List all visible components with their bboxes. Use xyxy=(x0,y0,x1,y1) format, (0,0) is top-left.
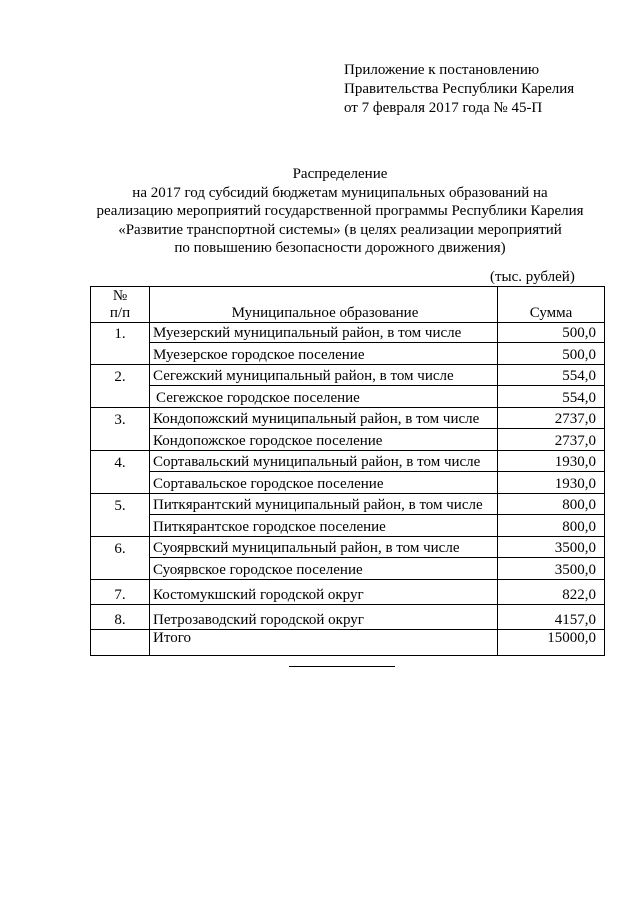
approval-line-3: от 7 февраля 2017 года № 45-П xyxy=(344,100,543,116)
row-num xyxy=(91,386,150,408)
table-row xyxy=(91,580,605,605)
title-line-5: по повышению безопасности дорожного движения) xyxy=(174,240,506,257)
row-sum: 554,0 xyxy=(498,386,605,408)
row-name: Питкярантское городское поселение xyxy=(150,515,498,537)
title-line-1: Распределение xyxy=(292,166,388,182)
row-num: 1. xyxy=(91,323,150,343)
row-name: Кондопожское городское поселение xyxy=(150,429,498,451)
table-row xyxy=(91,494,605,515)
header-num-line-1: № xyxy=(112,288,128,304)
row-sum: 4157,0 xyxy=(498,605,605,630)
row-sum: 800,0 xyxy=(498,515,605,537)
table-total-row xyxy=(91,630,605,656)
row-num xyxy=(91,429,150,451)
title-line-2: на 2017 год субсидий бюджетам муниципальных образований на xyxy=(132,184,548,201)
table-header-row xyxy=(91,287,605,323)
row-sum: 500,0 xyxy=(498,323,605,343)
row-sum: 1930,0 xyxy=(498,451,605,472)
table-row xyxy=(91,323,605,343)
table-row xyxy=(91,472,605,494)
approval-line-1: Приложение к постановлению xyxy=(344,62,540,78)
row-name: Итого xyxy=(150,630,498,656)
table-row xyxy=(91,537,605,558)
table-row xyxy=(91,386,605,408)
row-name: Сегежский муниципальный район, в том числе xyxy=(150,365,498,386)
row-num xyxy=(91,630,150,656)
row-name: Петрозаводский городской округ xyxy=(150,605,498,630)
row-sum: 554,0 xyxy=(498,365,605,386)
row-num: 7. xyxy=(91,580,150,605)
row-name: Сортавальский муниципальный район, в том числе xyxy=(150,451,498,472)
row-name: Сортавальское городское поселение xyxy=(150,472,498,494)
row-num xyxy=(91,515,150,537)
table-row xyxy=(91,515,605,537)
row-name: Муезерский муниципальный район, в том числе xyxy=(150,323,498,343)
row-sum: 15000,0 xyxy=(498,630,605,656)
header-num-line-2: п/п xyxy=(109,305,131,321)
row-num xyxy=(91,472,150,494)
row-sum: 2737,0 xyxy=(498,429,605,451)
units-note: (тыс. рублей) xyxy=(490,269,575,285)
row-num: 6. xyxy=(91,537,150,558)
approval-reference xyxy=(344,61,574,118)
row-sum: 1930,0 xyxy=(498,472,605,494)
row-name: Кондопожский муниципальный район, в том числе xyxy=(150,408,498,429)
title-line-3: реализацию мероприятий государственной программы Республики Карелия xyxy=(96,203,584,220)
header-num xyxy=(91,287,150,323)
row-num: 4. xyxy=(91,451,150,472)
header-name: Муниципальное образование xyxy=(150,287,498,323)
row-sum: 2737,0 xyxy=(498,408,605,429)
row-sum: 3500,0 xyxy=(498,537,605,558)
row-sum: 800,0 xyxy=(498,494,605,515)
row-sum: 822,0 xyxy=(498,580,605,605)
title-line-4: «Развитие транспортной системы» (в целях реализации мероприятий xyxy=(118,221,562,238)
row-num: 8. xyxy=(91,605,150,630)
document-title xyxy=(60,165,620,258)
row-num: 3. xyxy=(91,408,150,429)
row-num: 2. xyxy=(91,365,150,386)
table-row xyxy=(91,605,605,630)
row-name: Суоярвское городское поселение xyxy=(150,558,498,580)
table-row xyxy=(91,343,605,365)
table-row xyxy=(91,558,605,580)
row-name: Питкярантский муниципальный район, в том числе xyxy=(150,494,498,515)
table-row xyxy=(91,429,605,451)
row-num xyxy=(91,558,150,580)
row-name: Сегежское городское поселение xyxy=(150,386,498,408)
closing-divider xyxy=(289,666,395,667)
table-row xyxy=(91,451,605,472)
row-sum: 3500,0 xyxy=(498,558,605,580)
row-name: Суоярвский муниципальный район, в том числе xyxy=(150,537,498,558)
row-name: Муезерское городское поселение xyxy=(150,343,498,365)
table-row xyxy=(91,408,605,429)
row-name: Костомукшский городской округ xyxy=(150,580,498,605)
approval-line-2: Правительства Республики Карелия xyxy=(344,81,575,97)
row-num xyxy=(91,343,150,365)
table-row xyxy=(91,365,605,386)
row-sum: 500,0 xyxy=(498,343,605,365)
header-sum: Сумма xyxy=(498,287,605,323)
row-num: 5. xyxy=(91,494,150,515)
subsidy-table xyxy=(90,286,605,656)
